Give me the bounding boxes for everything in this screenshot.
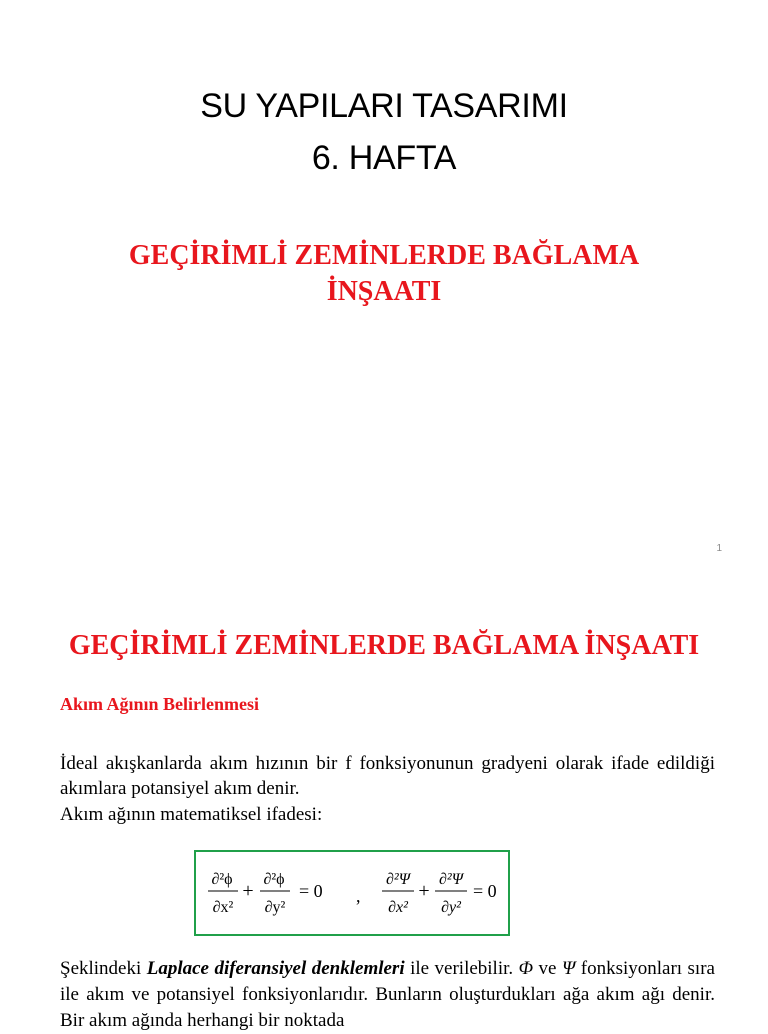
slide-subtitle: GEÇİRİMLİ ZEMİNLERDE BAĞLAMA İNŞAATI: [128, 240, 640, 307]
slide-heading: GEÇİRİMLİ ZEMİNLERDE BAĞLAMA İNŞAATI: [68, 630, 700, 661]
equals-zero: = 0: [299, 881, 323, 901]
equation-box: [194, 850, 510, 936]
phi-symbol: Φ: [518, 958, 534, 979]
phi-denominator-y: ∂y²: [264, 899, 286, 916]
plus-sign: +: [242, 880, 254, 902]
psi-denominator-y: ∂y²: [441, 899, 461, 916]
phi-denominator-x: ∂x²: [212, 899, 234, 916]
paragraph-definition: İdeal akışkanlarda akım hızının bir f fonksiyonunun gradyeni olarak ifade edildiği akımlara potansiyel akım denir.: [60, 753, 715, 799]
content-slide: [0, 576, 768, 1031]
page-number: 1: [716, 543, 722, 554]
text-run: fonksiyonları sıra ile akım ve potansiyel fonksiyonlarıdır. Bunların oluşturdukları ağa akım ağı denir. Bir akım ağında herhangi bir noktada: [60, 958, 715, 1031]
equals-zero: = 0: [473, 881, 497, 901]
phi-numerator-2: ∂²ϕ: [263, 871, 285, 888]
course-title: SU YAPILARI TASARIMI: [200, 87, 568, 125]
text-run: ile verilebilir.: [404, 958, 519, 979]
equation-separator: ,: [356, 886, 361, 906]
section-title: Akım Ağının Belirlenmesi: [60, 694, 260, 714]
text-run: Şeklindeki: [60, 958, 147, 979]
psi-numerator-1: ∂²Ψ: [386, 871, 410, 888]
psi-denominator-x: ∂x²: [388, 899, 408, 916]
phi-numerator-1: ∂²ϕ: [211, 871, 233, 888]
week-title: 6. HAFTA: [311, 139, 457, 177]
laplace-equations: [196, 852, 508, 934]
paragraph-laplace: [60, 956, 715, 1034]
plus-sign: +: [418, 880, 430, 902]
paragraph-intro: Akım ağının matematiksel ifadesi:: [60, 804, 323, 825]
laplace-term: Laplace diferansiyel denklemleri: [146, 958, 405, 979]
text-run: ve: [533, 958, 562, 979]
psi-symbol: Ψ: [561, 958, 576, 979]
psi-numerator-2: ∂²Ψ: [439, 871, 463, 888]
